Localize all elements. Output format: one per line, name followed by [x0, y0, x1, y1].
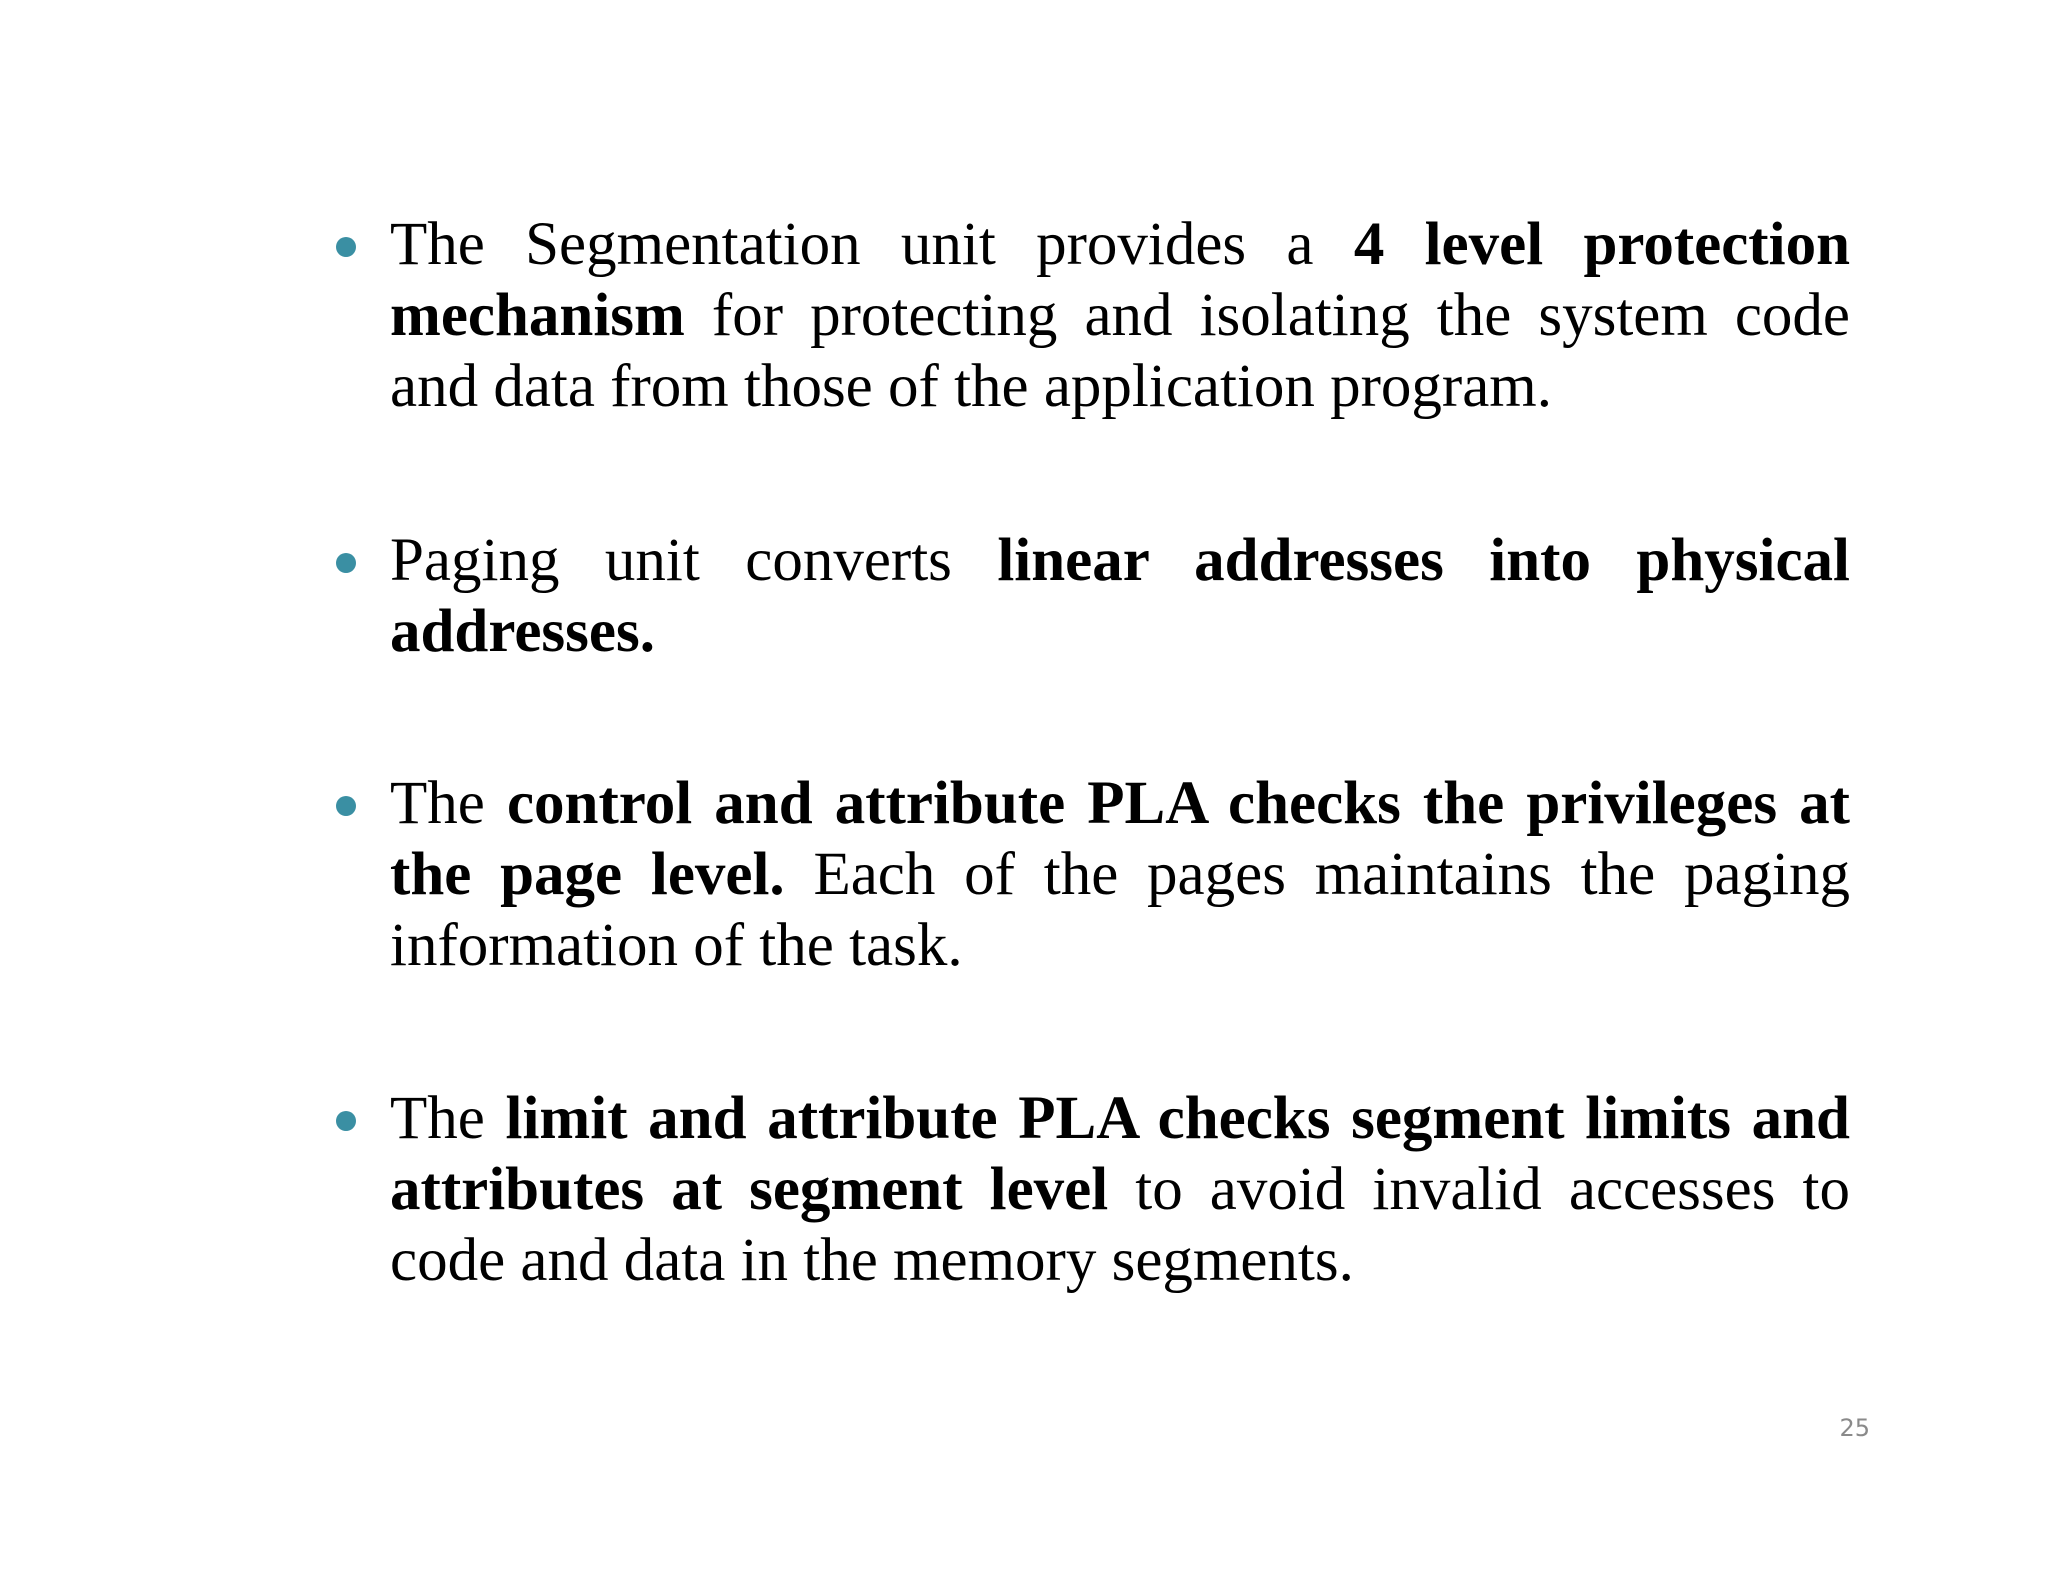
bullet-text-bold: linear addresses into physical addresses.	[390, 527, 1850, 665]
bullet-text-bold: control and attribute PLA checks the privileges at the page level.	[390, 770, 1850, 908]
bullet-text-bold: 4 level protection mechanism	[390, 211, 1850, 349]
bullet-dot-icon	[336, 796, 356, 816]
bullet-dot-icon	[336, 1111, 356, 1131]
bullet-item	[390, 525, 1850, 667]
bullet-text-segment: The Segmentation unit provides a	[390, 211, 1354, 278]
bullet-dot-icon	[336, 237, 356, 257]
bullet-dot-icon	[336, 553, 356, 573]
bullet-text-segment: Paging unit converts	[390, 527, 998, 594]
bullet-text-segment: to avoid invalid accesses to code and data in the memory segments.	[390, 1156, 1850, 1294]
bullet-text-segment: The	[390, 1085, 506, 1152]
bullet-item	[390, 768, 1850, 981]
bullet-text-segment: The	[390, 770, 507, 837]
bullet-text-segment: for protecting and isolating the system code and data from those of the application program.	[390, 282, 1850, 420]
bullet-item	[390, 209, 1850, 422]
page-number: 25	[1839, 1414, 1870, 1442]
bullet-text-bold: limit and attribute PLA checks segment limits and attributes at segment level	[390, 1085, 1850, 1223]
bullet-item	[390, 1083, 1850, 1296]
bullet-text-segment: Each of the pages maintains the paging information of the task.	[390, 841, 1850, 979]
